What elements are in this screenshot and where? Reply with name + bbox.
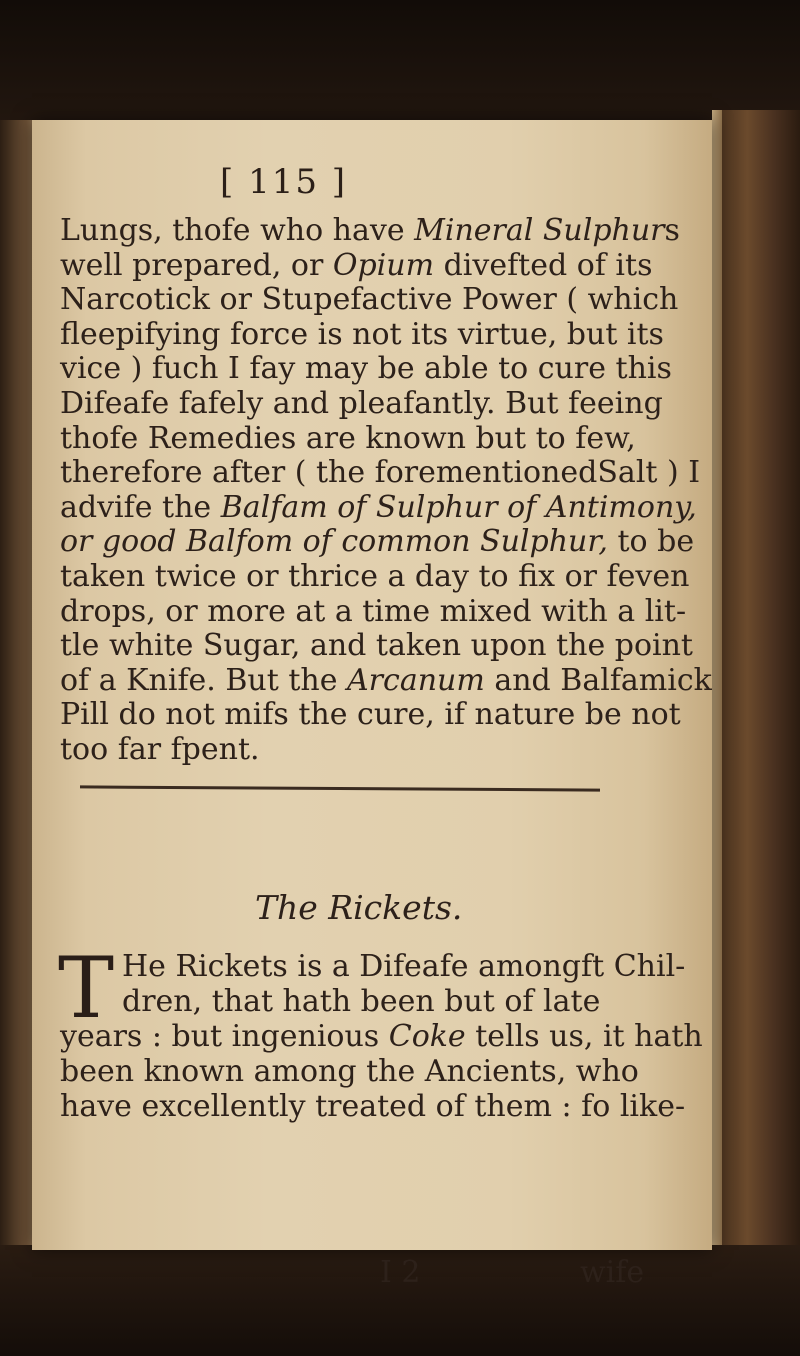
catchword: wife bbox=[580, 1255, 645, 1290]
text-line bbox=[60, 420, 636, 458]
text-line bbox=[60, 696, 681, 734]
text-span: Difeafe fafely and pleafantly. But feeing bbox=[60, 386, 663, 421]
top-shadow bbox=[0, 0, 800, 140]
text-line bbox=[60, 281, 678, 319]
text-span: thofe Remedies are known but to few, bbox=[60, 420, 636, 456]
text-line bbox=[60, 1088, 685, 1126]
text-span: tle white Sugar, and taken upon the point bbox=[60, 628, 693, 664]
section-rule bbox=[80, 785, 600, 791]
signature-mark: I 2 bbox=[380, 1255, 421, 1290]
text-span: or good Balfom of common Sulphur, bbox=[60, 524, 608, 560]
text-line bbox=[60, 247, 652, 285]
text-span: divefted of its bbox=[434, 247, 653, 283]
page-number: [ 115 ] bbox=[220, 162, 348, 202]
text-span: Mineral Sulphur bbox=[414, 213, 665, 248]
book-edge-right bbox=[712, 110, 800, 1260]
text-span: Arcanum bbox=[347, 662, 485, 698]
text-line bbox=[60, 731, 260, 769]
text-span: dren, that hath been but of late bbox=[122, 984, 601, 1019]
text-line bbox=[60, 489, 697, 527]
text-span: too far fpent. bbox=[60, 732, 260, 767]
page-edge bbox=[712, 110, 722, 1260]
text-line bbox=[60, 316, 664, 354]
text-span: tells us, it hath bbox=[465, 1019, 703, 1054]
text-line bbox=[60, 385, 663, 423]
text-span: Lungs, thofe who have bbox=[60, 213, 415, 248]
text-line bbox=[122, 948, 685, 986]
text-line bbox=[60, 454, 700, 492]
text-span: He Rickets is a Difeafe amongft Chil- bbox=[122, 949, 686, 984]
text-span: drops, or more at a time mixed with a lit- bbox=[60, 593, 687, 629]
drop-cap: T bbox=[58, 939, 115, 1037]
text-span: therefore after ( the forementionedSalt ) I bbox=[60, 455, 701, 491]
text-span: Coke bbox=[388, 1019, 466, 1054]
text-line bbox=[60, 627, 693, 665]
section-heading: The Rickets. bbox=[255, 888, 463, 927]
text-span: taken twice or thrice a day to fix or feven bbox=[60, 559, 690, 594]
text-span: been known among the Ancients, who bbox=[60, 1054, 639, 1089]
text-span: fleepifying force is not its virtue, but its bbox=[60, 316, 664, 352]
text-line bbox=[60, 212, 680, 250]
text-span: Opium bbox=[332, 247, 435, 283]
text-span: advife the bbox=[60, 489, 221, 525]
text-line bbox=[60, 1053, 639, 1091]
text-span: s bbox=[664, 213, 680, 248]
text-line bbox=[60, 558, 689, 596]
text-line bbox=[60, 662, 712, 700]
text-span: and Balfamick bbox=[484, 662, 712, 698]
book-page bbox=[32, 120, 712, 1290]
text-span: vice ) fuch I fay may be able to cure this bbox=[60, 351, 672, 387]
text-span: to be bbox=[607, 524, 695, 560]
text-line bbox=[60, 1018, 703, 1056]
text-line bbox=[60, 350, 672, 388]
text-span: years : but ingenious bbox=[60, 1019, 389, 1054]
text-line bbox=[122, 983, 600, 1021]
text-span: of a Knife. But the bbox=[60, 662, 348, 698]
text-line bbox=[60, 523, 694, 561]
text-span: Narcotick or Stupefactive Power ( which bbox=[60, 282, 679, 318]
text-span: Pill do not mifs the cure, if nature be not bbox=[60, 697, 681, 733]
text-span: Balfam of Sulphur of Antimony, bbox=[220, 489, 697, 525]
text-span: have excellently treated of them : fo like- bbox=[60, 1089, 686, 1124]
text-line bbox=[60, 593, 686, 631]
text-span: well prepared, or bbox=[60, 247, 333, 283]
